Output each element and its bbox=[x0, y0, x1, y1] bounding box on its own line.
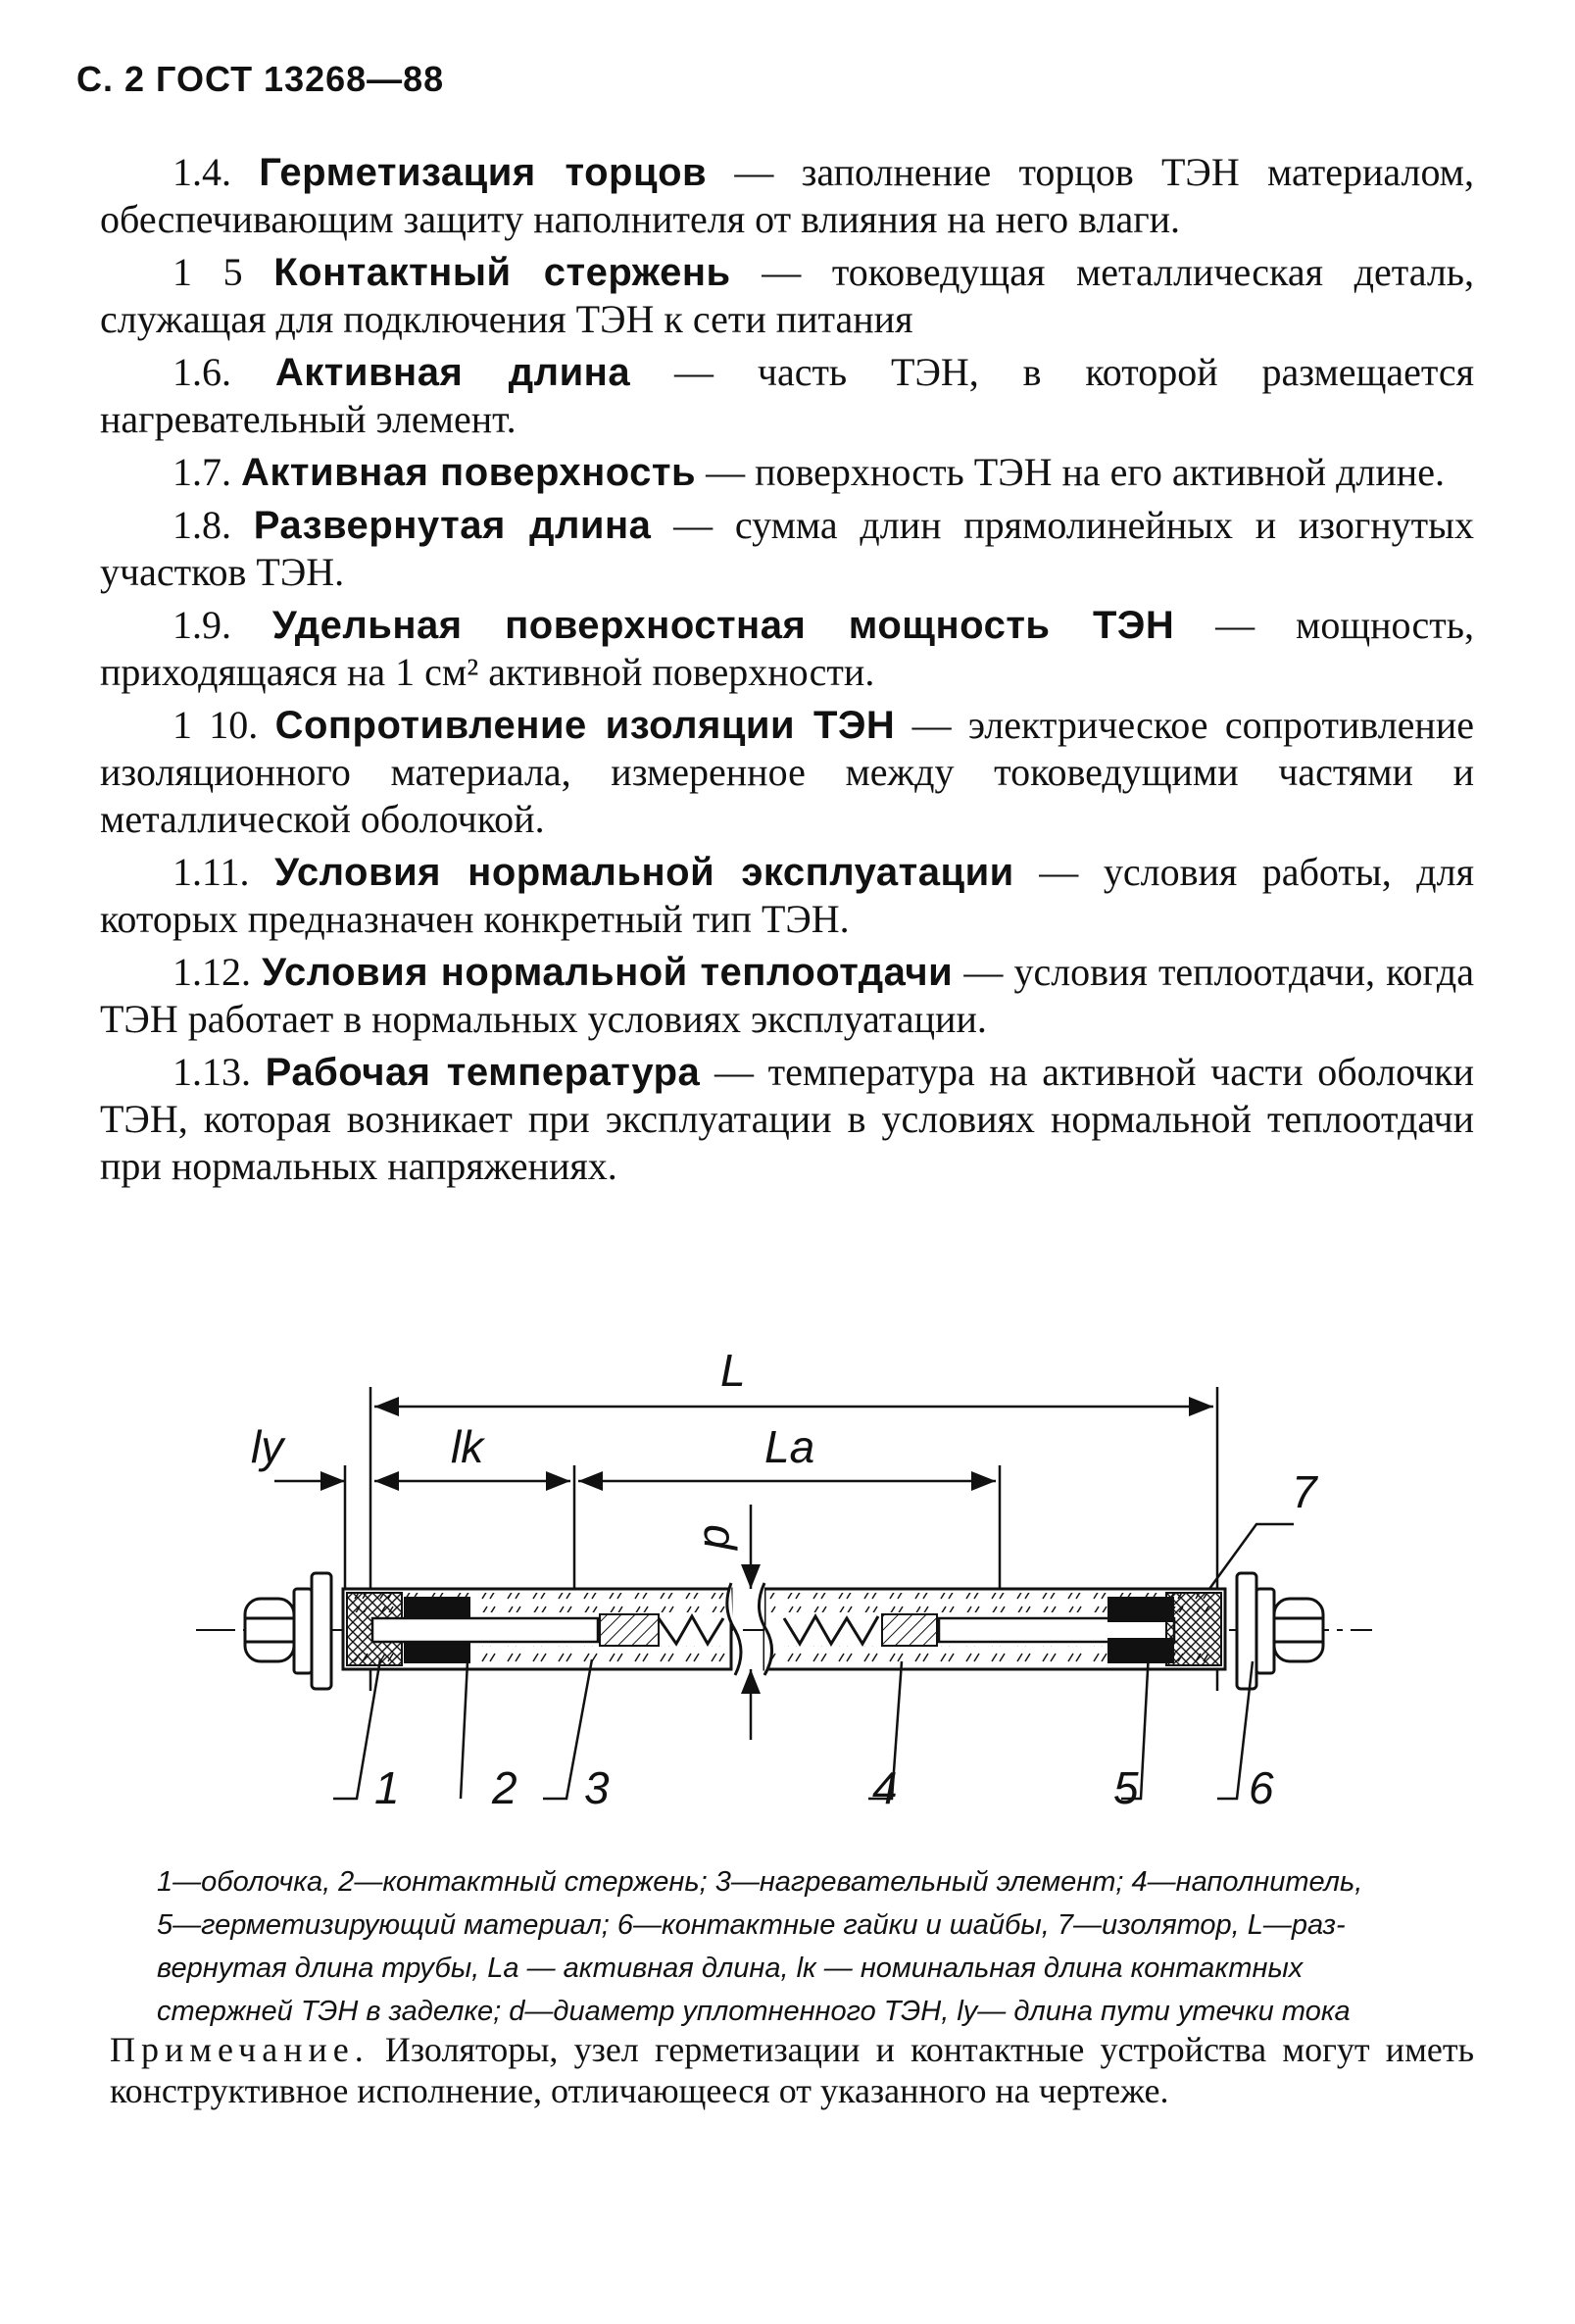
note bbox=[110, 2029, 1474, 2111]
caption-line: вернутая длина трубы, Lа — активная длина, lк — номинальная длина контактных bbox=[157, 1953, 1304, 1984]
definition-number: 1.11. bbox=[172, 850, 250, 894]
definition-text: условия работы, для которых предназначен конкретный тип ТЭН. bbox=[100, 850, 1474, 941]
page-header: С. 2 ГОСТ 13268—88 bbox=[76, 59, 445, 99]
definition-term: Активная длина bbox=[274, 351, 631, 394]
caption-line: стержней ТЭН в заделке; d—диаметр уплотненного ТЭН, lу— длина пути утечки тока bbox=[157, 1996, 1351, 2027]
definition-number: 1.12. bbox=[172, 950, 251, 994]
callout-2: 2 bbox=[492, 1762, 517, 1813]
definition-1-9 bbox=[100, 602, 1474, 696]
definition-dash: — bbox=[1174, 603, 1297, 647]
definition-1-12 bbox=[100, 949, 1474, 1043]
definition-number: 1.6. bbox=[172, 350, 231, 394]
definition-term: Рабочая температура bbox=[265, 1051, 701, 1094]
callout-4: 4 bbox=[872, 1762, 898, 1813]
definition-text: условия теплоотдачи, когда ТЭН работает в нормальных условиях эксплуатации. bbox=[100, 950, 1475, 1041]
definition-text: токоведущая металлическая деталь, служащая для подключения ТЭН к сети питания bbox=[100, 250, 1475, 341]
caption-line: 1—оболочка, 2—контактный стержень; 3—нагревательный элемент; 4—наполнитель, bbox=[157, 1866, 1363, 1898]
definition-term: Развернутая длина bbox=[253, 504, 652, 547]
callout-6: 6 bbox=[1249, 1762, 1274, 1813]
definition-number: 1.7. bbox=[172, 450, 231, 494]
tube-left bbox=[343, 1589, 731, 1669]
definition-dash: — bbox=[707, 150, 802, 194]
definition-1-8 bbox=[100, 502, 1474, 596]
definition-dash: — bbox=[895, 703, 968, 747]
definition-term: Условия нормальной теплоотдачи bbox=[262, 951, 954, 994]
definition-1-11 bbox=[100, 849, 1474, 943]
definitions-list bbox=[100, 149, 1474, 1196]
dimension-lines bbox=[274, 1387, 1217, 1740]
definition-text: часть ТЭН, в которой размещается нагревательный элемент. bbox=[100, 350, 1474, 441]
heating-element-drawing bbox=[147, 1345, 1421, 1848]
definition-1-6 bbox=[100, 349, 1474, 443]
definition-1-5 bbox=[100, 249, 1474, 343]
note-label: Примечание. bbox=[110, 2030, 369, 2069]
definition-term: Герметизация торцов bbox=[259, 151, 708, 194]
definition-text: электрическое сопротивление изоляционного материала, измеренное между токоведущими частями и металлической оболочкой. bbox=[100, 703, 1474, 841]
definition-term: Удельная поверхностная мощность ТЭН bbox=[271, 604, 1175, 647]
tube-right bbox=[764, 1589, 1225, 1669]
definition-number: 1.9. bbox=[172, 603, 231, 647]
definition-text: сумма длин прямолинейных и изогнутых участков ТЭН. bbox=[100, 503, 1475, 594]
callout-1: 1 bbox=[374, 1762, 400, 1813]
definition-dash: — bbox=[953, 950, 1014, 994]
definition-1-4 bbox=[100, 149, 1474, 243]
definition-number: 1.8. bbox=[172, 503, 231, 547]
figure-caption bbox=[157, 1860, 1421, 2033]
definition-1-13 bbox=[100, 1049, 1474, 1190]
callout-3: 3 bbox=[584, 1762, 610, 1813]
definition-dash: — bbox=[651, 503, 735, 547]
dimension-La-label: La bbox=[764, 1421, 815, 1472]
caption-line: 5—герметизирующий материал; 6—контактные гайки и шайбы, 7—изолятор, L—раз- bbox=[157, 1909, 1346, 1941]
definition-text: поверхность ТЭН на его активной длине. bbox=[755, 450, 1445, 494]
definition-text: мощность, приходящаяся на 1 см² активной поверхности. bbox=[100, 603, 1475, 694]
dimension-lk-label: lk bbox=[451, 1421, 484, 1472]
definition-dash: — bbox=[700, 1050, 768, 1094]
dimension-ly-label: ly bbox=[251, 1421, 284, 1472]
definition-dash: — bbox=[1013, 850, 1104, 894]
callout-5: 5 bbox=[1113, 1762, 1139, 1813]
definition-text: заполнение торцов ТЭН материалом, обеспечивающим защиту наполнителя от влияния на него влаги. bbox=[100, 150, 1474, 241]
note-text: Изоляторы, узел герметизации и контактные устройства могут иметь конструктивное исполнение, отличающееся от указанного на чертеже. bbox=[110, 2030, 1474, 2110]
definition-dash: — bbox=[730, 250, 832, 294]
definition-1-7 bbox=[100, 449, 1474, 496]
definition-number: 1 5 bbox=[172, 250, 243, 294]
definition-term: Контактный стержень bbox=[273, 251, 731, 294]
definition-number: 1.4. bbox=[172, 150, 231, 194]
dimension-L-label: L bbox=[720, 1345, 746, 1396]
definition-dash: — bbox=[696, 450, 756, 494]
dimension-d-label: d bbox=[694, 1524, 746, 1550]
definition-number: 1.13. bbox=[172, 1050, 251, 1094]
definition-text: температура на активной части оболочки ТЭН, которая возникает при эксплуатации в условиях нормальной теплоотдачи при нормальных напряжениях. bbox=[100, 1050, 1475, 1188]
right-nuts-washers bbox=[1237, 1573, 1323, 1689]
definition-number: 1 10. bbox=[172, 703, 259, 747]
definition-term: Сопротивление изоляции ТЭН bbox=[274, 704, 896, 747]
definition-term: Условия нормальной эксплуатации bbox=[274, 851, 1014, 894]
definition-dash: — bbox=[630, 350, 758, 394]
definition-term: Активная поверхность bbox=[241, 451, 697, 494]
definition-1-10 bbox=[100, 702, 1474, 843]
callout-7: 7 bbox=[1292, 1466, 1317, 1517]
left-nuts-washers bbox=[245, 1573, 331, 1689]
